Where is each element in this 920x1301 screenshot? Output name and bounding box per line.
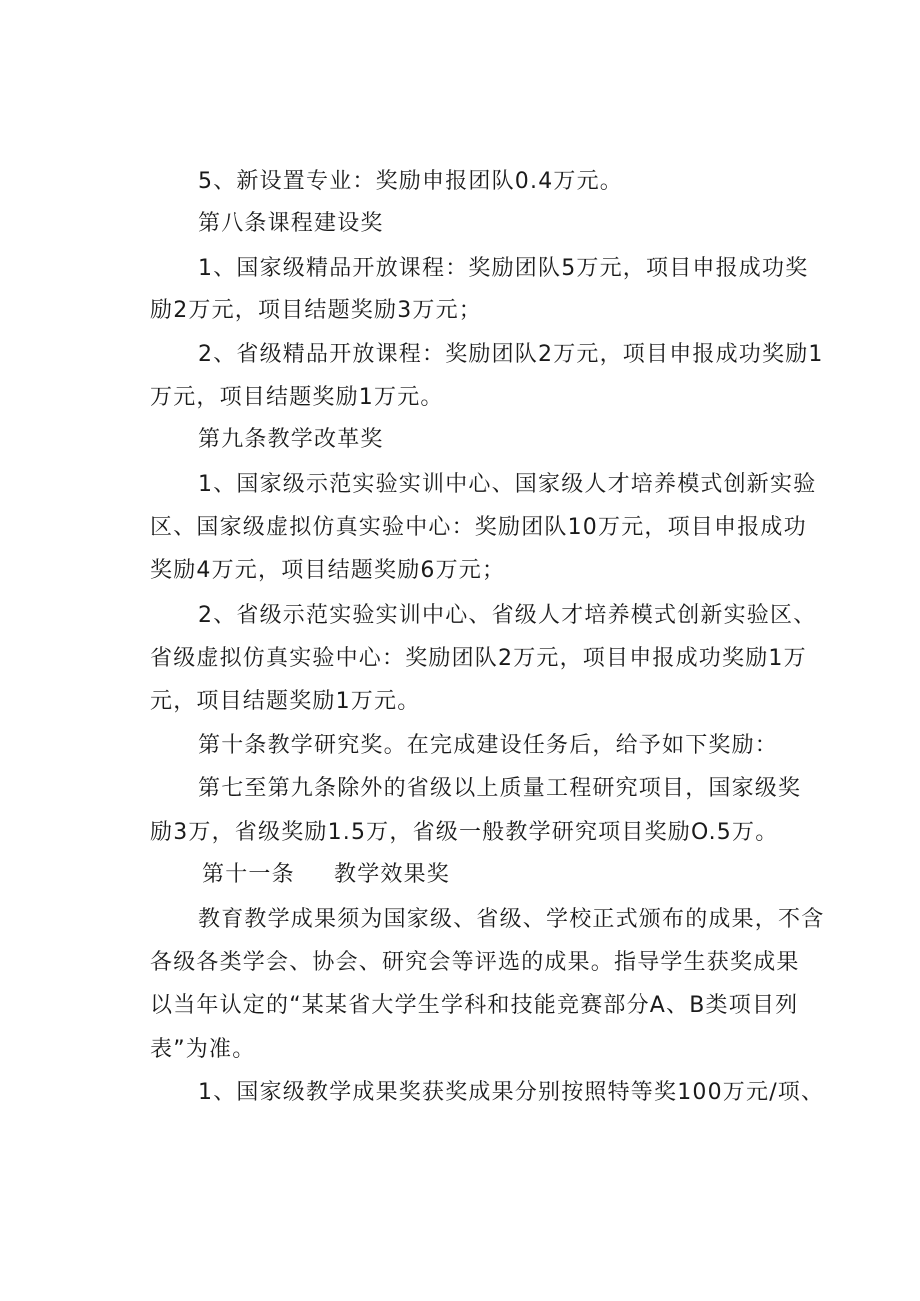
article-heading: 第九条教学改革奖 xyxy=(198,427,384,452)
paragraph-line: 励2万元，项目结题奖励3万元； xyxy=(150,298,482,323)
paragraph-line: 第七至第九条除外的省级以上质量工程研究项目，国家级奖 xyxy=(198,776,802,801)
paragraph-line: 5、新设置专业：奖励申报团队0.4万元。 xyxy=(198,169,623,194)
paragraph-line: 区、国家级虚拟仿真实验中心：奖励团队10万元，项目申报成功 xyxy=(150,515,807,540)
paragraph-line: 奖励4万元，项目结题奖励6万元； xyxy=(150,558,506,583)
paragraph-line: 以当年认定的“某某省大学生学科和技能竞赛部分A、B类项目列 xyxy=(150,993,799,1018)
paragraph-line: 万元，项目结题奖励1万元。 xyxy=(150,385,444,410)
article-heading: 第十条教学研究奖。在完成建设任务后，给予如下奖励： xyxy=(198,733,779,758)
paragraph-line: 各级各类学会、协会、研究会等评选的成果。指导学生获奖成果 xyxy=(150,950,800,975)
paragraph-line: 2、省级精品开放课程：奖励团队2万元，项目申报成功奖励1 xyxy=(198,342,824,367)
article-heading: 第八条课程建设奖 xyxy=(198,211,384,236)
paragraph-line: 1、国家级教学成果奖获奖成果分别按照特等奖100万元/项、 xyxy=(198,1080,825,1105)
paragraph-line: 2、省级示范实验实训中心、省级人才培养模式创新实验区、 xyxy=(198,603,817,628)
article-title: 教学效果奖 xyxy=(334,862,451,887)
paragraph-line: 表”为准。 xyxy=(150,1037,256,1062)
paragraph-line: 励3万，省级奖励1.5万，省级一般教学研究项目奖励O.5万。 xyxy=(150,820,779,845)
paragraph-line: 教育教学成果须为国家级、省级、学校正式颁布的成果，不含 xyxy=(198,907,825,932)
paragraph-line-text: 1、国家级精品开放课程：奖励团队5万元，项目申报成功奖 xyxy=(198,256,809,281)
paragraph-line: 元，项目结题奖励1万元。 xyxy=(150,689,421,714)
paragraph-line xyxy=(198,254,850,284)
paragraph-line: 省级虚拟仿真实验中心：奖励团队2万元，项目申报成功奖励1万 xyxy=(150,646,807,671)
article-number: 第十一条 xyxy=(202,862,295,887)
paragraph-line: 1、国家级示范实验实训中心、国家级人才培养模式创新实验 xyxy=(198,472,817,497)
